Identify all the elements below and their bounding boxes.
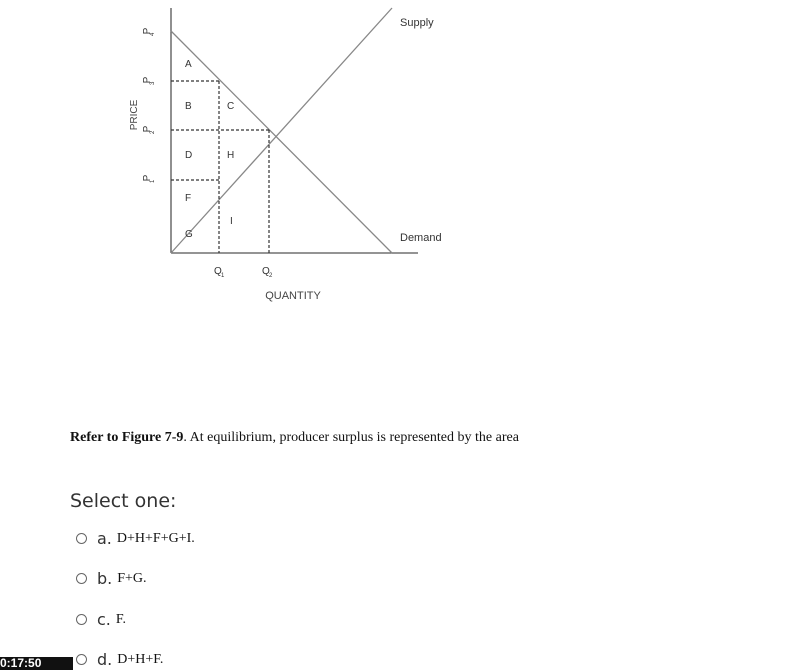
region-d: D	[185, 150, 193, 161]
svg-text:Q: Q	[262, 266, 270, 277]
region-h: H	[227, 150, 235, 161]
svg-text:2: 2	[269, 273, 273, 279]
option-b[interactable]	[76, 569, 147, 588]
timer-bar	[0, 657, 73, 670]
price-tick-p2	[142, 125, 156, 134]
supply-label: Supply	[400, 17, 434, 29]
svg-text:P: P	[142, 76, 153, 84]
svg-text:P: P	[142, 174, 153, 182]
radio-a[interactable]	[76, 533, 87, 544]
option-b-letter: b.	[97, 569, 113, 588]
select-one-label: Select one:	[70, 490, 177, 512]
option-c-text: F.	[115, 611, 127, 627]
region-i: I	[230, 216, 233, 227]
svg-text:1: 1	[221, 273, 225, 279]
radio-d[interactable]	[76, 654, 87, 665]
option-c[interactable]	[76, 610, 126, 629]
price-tick-p4	[142, 27, 156, 36]
figure-reference: Refer to Figure 7-9	[70, 430, 184, 445]
svg-text:Q: Q	[214, 266, 222, 277]
region-c: C	[227, 101, 235, 112]
svg-text:P: P	[142, 125, 153, 133]
option-d-letter: d.	[97, 650, 113, 669]
demand-label: Demand	[400, 232, 442, 244]
quantity-axis-label: QUANTITY	[265, 290, 321, 302]
question-text	[70, 430, 519, 446]
region-a: A	[185, 59, 192, 70]
quantity-tick-q1	[214, 266, 225, 279]
svg-text:1: 1	[150, 179, 156, 183]
region-b: B	[185, 101, 192, 112]
region-f: F	[185, 193, 192, 204]
question-body: . At equilibrium, producer surplus is represented by the area	[183, 430, 519, 445]
option-b-text: F+G.	[117, 570, 147, 586]
option-c-letter: c.	[97, 610, 111, 629]
radio-c[interactable]	[76, 614, 87, 625]
svg-text:3: 3	[150, 81, 156, 85]
price-tick-p1	[142, 174, 156, 183]
timer-text: 0:17:50	[0, 657, 42, 670]
price-tick-p3	[142, 76, 156, 85]
demand-curve	[171, 31, 392, 253]
region-g: G	[185, 229, 193, 240]
quantity-tick-q2	[262, 266, 273, 279]
option-d-text: D+H+F.	[117, 651, 164, 667]
option-a-letter: a.	[97, 529, 112, 548]
svg-text:4: 4	[150, 32, 156, 36]
price-axis-label: PRICE	[129, 99, 140, 131]
radio-b[interactable]	[76, 573, 87, 584]
option-a-text: D+H+F+G+I.	[116, 530, 195, 546]
svg-text:P: P	[142, 27, 153, 35]
option-d[interactable]	[76, 650, 163, 669]
svg-text:2: 2	[150, 130, 156, 134]
option-a[interactable]	[76, 529, 195, 548]
supply-curve	[171, 8, 392, 253]
